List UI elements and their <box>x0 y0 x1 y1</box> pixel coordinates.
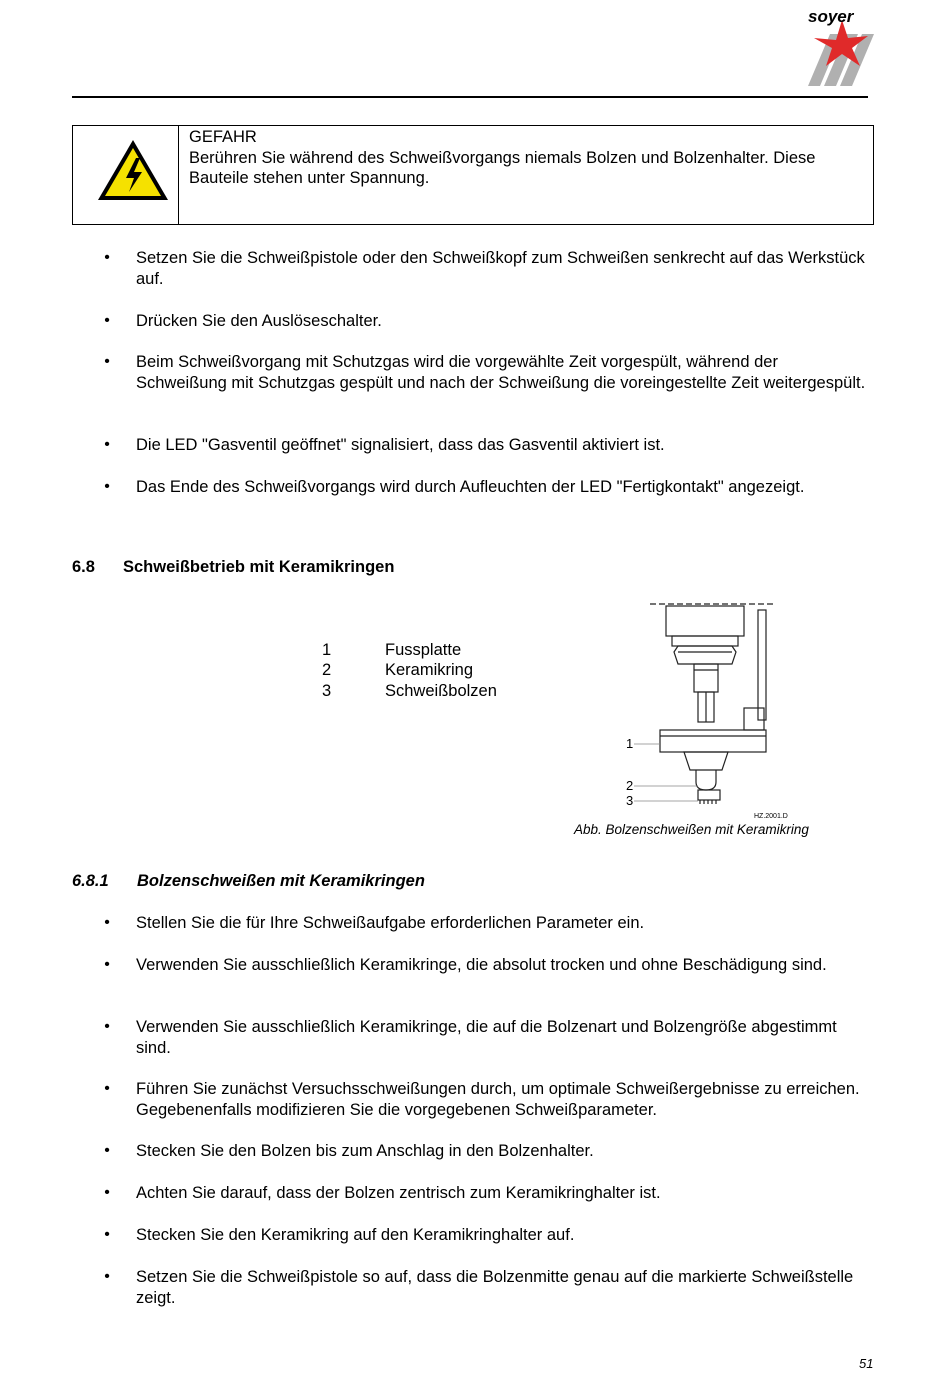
section-title: Schweißbetrieb mit Keramikringen <box>123 558 395 576</box>
bullet-symbol: • <box>104 956 110 973</box>
legend-num: 1 <box>322 641 332 659</box>
warning-body: Berühren Sie während des Schweißvorgangs niemals Bolzen und Bolzenhalter. Diese Bauteile stehen unter Spannung. <box>189 148 816 187</box>
figure-code: HZ.2001.D <box>754 813 788 820</box>
bullet-symbol: • <box>104 1184 110 1201</box>
legend-num: 2 <box>322 661 332 679</box>
stud-welding-figure <box>622 600 800 822</box>
bullet-text: Stellen Sie die für Ihre Schweißaufgabe erforderlichen Parameter ein. <box>136 914 645 932</box>
logo-text: soyer <box>808 7 854 26</box>
bullet-text: Die LED "Gasventil geöffnet" signalisiert, dass das Gasventil aktiviert ist. <box>136 436 665 454</box>
ceramic-ring-welding-drawing <box>622 600 800 822</box>
bullet-text: Setzen Sie die Schweißpistole so auf, dass die Bolzenmitte genau auf die markierte Schweißstelle zeigt. <box>136 1268 854 1307</box>
bullet-symbol: • <box>104 1268 110 1285</box>
bullet-symbol: • <box>104 436 110 453</box>
subsection-title: Bolzenschweißen mit Keramikringen <box>137 872 425 890</box>
subsection-number: 6.8.1 <box>72 872 109 890</box>
legend-label: Fussplatte <box>385 641 462 659</box>
danger-warning-box <box>72 125 874 225</box>
page-number: 51 <box>859 1356 874 1371</box>
legend-num: 3 <box>322 682 332 700</box>
bullet-text: Stecken Sie den Bolzen bis zum Anschlag in den Bolzenhalter. <box>136 1142 594 1160</box>
bullet-text: Das Ende des Schweißvorgangs wird durch Aufleuchten der LED "Fertigkontakt" angezeigt. <box>136 478 805 496</box>
bullet-text: Beim Schweißvorgang mit Schutzgas wird die vorgewählte Zeit vorgespült, während der Schweißung mit Schutzgas gespült und nach der Schweißung die voreingestellte Zeit weitergespült. <box>136 353 866 392</box>
high-voltage-warning-icon <box>96 138 170 202</box>
soyer-logo <box>780 4 880 88</box>
bullet-text: Setzen Sie die Schweißpistole oder den Schweißkopf zum Schweißen senkrecht auf das Werkstück auf. <box>136 249 865 288</box>
bullet-symbol: • <box>104 478 110 495</box>
section-number: 6.8 <box>72 558 95 576</box>
bullet-symbol: • <box>104 1080 110 1097</box>
bullet-symbol: • <box>104 1226 110 1243</box>
bullet-text: Verwenden Sie ausschließlich Keramikringe, die absolut trocken und ohne Beschädigung sind. <box>136 956 827 974</box>
bullet-text: Drücken Sie den Auslöseschalter. <box>136 312 382 330</box>
bullet-symbol: • <box>104 312 110 329</box>
callout-1: 1 <box>626 736 634 751</box>
header-rule <box>72 96 868 98</box>
bullet-text: Achten Sie darauf, dass der Bolzen zentrisch zum Keramikringhalter ist. <box>136 1184 661 1202</box>
bullet-text: Verwenden Sie ausschließlich Keramikringe, die auf die Bolzenart und Bolzengröße abgestimmt sind. <box>136 1018 837 1057</box>
legend-label: Keramikring <box>385 661 474 679</box>
bullet-symbol: • <box>104 1018 110 1035</box>
bullet-symbol: • <box>104 914 110 931</box>
bullet-symbol: • <box>104 1142 110 1159</box>
bullet-symbol: • <box>104 249 110 266</box>
legend-label: Schweißbolzen <box>385 682 497 700</box>
bullet-symbol: • <box>104 353 110 370</box>
bullet-text: Führen Sie zunächst Versuchsschweißungen durch, um optimale Schweißergebnisse zu erreichen. Gegebenenfalls modifizieren Sie die vorgegebenen Schweißparameter. <box>136 1080 860 1119</box>
warning-icon-cell <box>73 126 179 224</box>
figure-caption: Abb. Bolzenschweißen mit Keramikring <box>574 822 809 837</box>
warning-title: GEFAHR <box>189 128 257 146</box>
callout-3: 3 <box>626 793 634 808</box>
callout-2: 2 <box>626 778 634 793</box>
bullet-text: Stecken Sie den Keramikring auf den Keramikringhalter auf. <box>136 1226 575 1244</box>
